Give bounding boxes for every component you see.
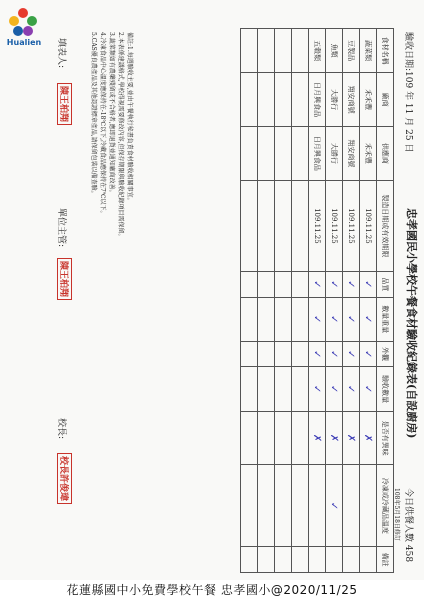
unit-head-stamp: 陳王柏翔 bbox=[57, 258, 72, 300]
check-mark: ✓ bbox=[326, 272, 343, 298]
notes-block bbox=[89, 32, 134, 240]
header-vendor: 廠商 bbox=[377, 73, 394, 127]
header-date: 製造日期或有效期限 bbox=[377, 180, 394, 271]
table-row bbox=[309, 29, 326, 573]
header-appearance: 外觀 bbox=[377, 341, 394, 367]
empty-cell bbox=[309, 465, 326, 547]
row-vendor: 翔安商號 bbox=[343, 73, 360, 127]
empty-cell bbox=[275, 29, 292, 73]
empty-cell bbox=[343, 465, 360, 547]
check-mark: ✓ bbox=[343, 367, 360, 411]
empty-cell bbox=[343, 547, 360, 573]
table-header-row bbox=[377, 29, 394, 573]
rotated-form bbox=[34, 18, 424, 578]
note-line: 3.蔬菜類如有農藥殘留或不合格者,應即退貨並通知廠商改善。 bbox=[108, 32, 115, 196]
cross-mark: ✗ bbox=[360, 411, 377, 465]
check-mark: ✓ bbox=[360, 272, 377, 298]
cross-mark: ✗ bbox=[326, 411, 343, 465]
check-mark: ✓ bbox=[326, 465, 343, 547]
row-vendor: 禾禾豐 bbox=[360, 73, 377, 127]
row-supplier: 禾禾豐 bbox=[360, 127, 377, 181]
row-date: 109.11.25 bbox=[326, 180, 343, 271]
form-title: 忠孝國民小學校午餐食材驗收紀錄表(自設廚房) bbox=[405, 208, 418, 439]
revision-date: 108年5月18日修訂 bbox=[393, 488, 400, 541]
principal-stamp: 校長許俊瑋 bbox=[57, 453, 72, 504]
header-accepted: 驗收數量 bbox=[377, 367, 394, 411]
row-date: 109.11.25 bbox=[343, 180, 360, 271]
header-item-name: 食材名稱 bbox=[377, 29, 394, 73]
row-item-name: 魚類 bbox=[326, 29, 343, 73]
row-date: 109.11.25 bbox=[309, 180, 326, 271]
check-mark: ✓ bbox=[360, 367, 377, 411]
header-remarks: 備註 bbox=[377, 547, 394, 573]
inspection-date: 驗收日期:109 年 11 月 25 日 bbox=[403, 32, 413, 153]
header-temperature: 冷凍或冷藏品溫度 bbox=[377, 465, 394, 547]
check-mark: ✓ bbox=[309, 272, 326, 298]
empty-cell bbox=[360, 465, 377, 547]
row-item-name: 豆製品 bbox=[343, 29, 360, 73]
check-mark: ✓ bbox=[309, 367, 326, 411]
table-row bbox=[360, 29, 377, 573]
cross-mark: ✗ bbox=[309, 411, 326, 465]
table-row bbox=[343, 29, 360, 573]
header-odor: 是否有異味 bbox=[377, 411, 394, 465]
note-line: 備註:1.每週驗收主要,並由午餐執行秘書負責食材驗收相關事宜。 bbox=[126, 32, 133, 204]
filler-stamp: 陳王柏翔 bbox=[57, 83, 72, 125]
empty-cell bbox=[360, 547, 377, 573]
row-vendor: 日月興食品 bbox=[309, 73, 326, 127]
note-line: 2.本表係建議格式,學校得視需要修改內容,但保存期限與驗收紀錄項目需保留。 bbox=[117, 32, 124, 240]
check-mark: ✓ bbox=[326, 297, 343, 341]
check-mark: ✓ bbox=[343, 272, 360, 298]
empty-cell bbox=[241, 29, 258, 73]
empty-cell bbox=[258, 29, 275, 73]
row-date: 109.11.25 bbox=[360, 180, 377, 271]
logo-text: Hualien bbox=[6, 38, 42, 47]
check-mark: ✓ bbox=[360, 341, 377, 367]
note-line: 5.CAS優良農產品及其他認證標章產品,請保留包裝以備查驗。 bbox=[90, 32, 97, 197]
cross-mark: ✗ bbox=[343, 411, 360, 465]
check-mark: ✓ bbox=[343, 297, 360, 341]
table-row bbox=[326, 29, 343, 573]
check-mark: ✓ bbox=[343, 341, 360, 367]
row-item-name: 蔬菜類 bbox=[360, 29, 377, 73]
header-quality: 品質 bbox=[377, 272, 394, 298]
empty-cell bbox=[309, 547, 326, 573]
check-mark: ✓ bbox=[326, 341, 343, 367]
inspection-table bbox=[240, 28, 394, 573]
principal-label: 校長: bbox=[56, 418, 66, 440]
check-mark: ✓ bbox=[309, 297, 326, 341]
check-mark: ✓ bbox=[309, 341, 326, 367]
header-quantity: 數量重量 bbox=[377, 297, 394, 341]
row-vendor: 大勝行 bbox=[326, 73, 343, 127]
row-supplier: 大勝行 bbox=[326, 127, 343, 181]
check-mark: ✓ bbox=[360, 297, 377, 341]
filler-label: 填表人: bbox=[56, 38, 66, 69]
empty-cell bbox=[326, 547, 343, 573]
note-line: 4.冷凍食品中心溫度應保持在-18℃以下,冷藏食品應保持在7℃以下。 bbox=[99, 32, 106, 217]
served-count: 今日供餐人數 458 bbox=[403, 488, 413, 563]
footer-caption: 花蓮縣國中小免費學校午餐 忠孝國小@2020/11/25 bbox=[0, 580, 424, 600]
row-item-name: 五穀類 bbox=[309, 29, 326, 73]
header-supplier: 供應商 bbox=[377, 127, 394, 181]
unit-head-label: 單位主管: bbox=[56, 208, 66, 248]
empty-cell bbox=[292, 29, 309, 73]
row-supplier: 日月興食品 bbox=[309, 127, 326, 181]
row-supplier: 翔安商號 bbox=[343, 127, 360, 181]
check-mark: ✓ bbox=[326, 367, 343, 411]
